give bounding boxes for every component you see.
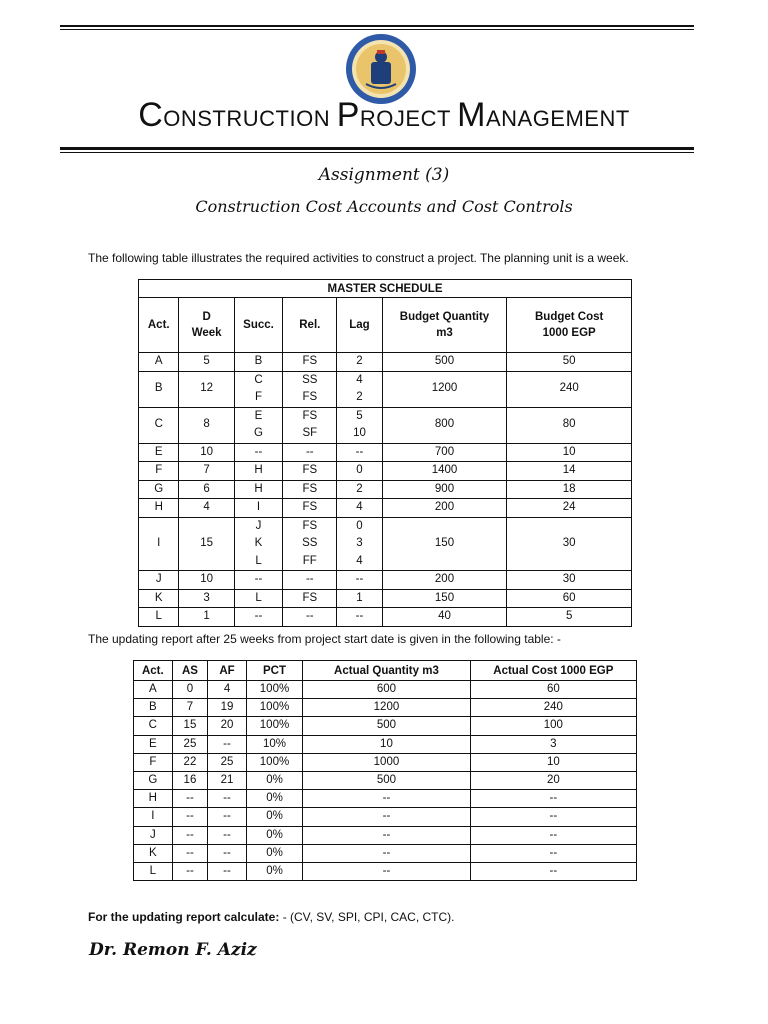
table-cell: 5 10 bbox=[337, 407, 382, 443]
page-title bbox=[0, 96, 768, 135]
table-cell: 7 bbox=[179, 462, 234, 481]
table-cell: FS SS FF bbox=[283, 517, 337, 571]
table-row bbox=[134, 681, 637, 699]
title-rest-2: ROJECT bbox=[359, 106, 451, 131]
table-cell: 5 bbox=[179, 353, 234, 372]
table-row bbox=[139, 353, 632, 372]
table-cell: 20 bbox=[470, 771, 636, 789]
table-row bbox=[134, 808, 637, 826]
update-header-cell: AF bbox=[208, 661, 247, 681]
table-cell: FS bbox=[283, 462, 337, 481]
table-cell: B bbox=[234, 353, 283, 372]
table-cell: -- bbox=[208, 808, 247, 826]
update-intro-paragraph: The updating report after 25 weeks from project start date is given in the following table: - bbox=[88, 632, 561, 646]
table-cell: 4 bbox=[179, 499, 234, 518]
table-cell: I bbox=[134, 808, 173, 826]
table-cell: FS SF bbox=[283, 407, 337, 443]
title-rule bbox=[60, 147, 694, 150]
title-cap-1: C bbox=[138, 96, 164, 134]
table-cell: 10 bbox=[303, 735, 470, 753]
update-header-cell: Actual Cost 1000 EGP bbox=[470, 661, 636, 681]
table-cell: G bbox=[134, 771, 173, 789]
table-cell: -- bbox=[172, 808, 208, 826]
table-cell: 24 bbox=[507, 499, 632, 518]
table-cell: 50 bbox=[507, 353, 632, 372]
table-cell: -- bbox=[337, 443, 382, 462]
table-cell: 700 bbox=[382, 443, 507, 462]
table-cell: 6 bbox=[179, 480, 234, 499]
table-cell: 30 bbox=[507, 517, 632, 571]
table-row bbox=[134, 844, 637, 862]
table-cell: 80 bbox=[507, 407, 632, 443]
table-cell: 150 bbox=[382, 517, 507, 571]
table-cell: 18 bbox=[507, 480, 632, 499]
table-cell: 0 bbox=[172, 681, 208, 699]
table-cell: 100 bbox=[470, 717, 636, 735]
table-row bbox=[139, 462, 632, 481]
table-cell: H bbox=[139, 499, 179, 518]
author-signature: Dr. Remon F. Aziz bbox=[89, 940, 257, 960]
table-cell: E bbox=[139, 443, 179, 462]
table-cell: 100% bbox=[246, 699, 302, 717]
table-cell: -- bbox=[172, 862, 208, 880]
university-logo bbox=[344, 32, 418, 106]
calc-text: - (CV, SV, SPI, CPI, CAC, CTC). bbox=[279, 910, 455, 924]
table-cell: 500 bbox=[303, 717, 470, 735]
table-cell: -- bbox=[303, 826, 470, 844]
table-cell: -- bbox=[234, 608, 283, 627]
table-cell: 0% bbox=[246, 826, 302, 844]
table-cell: 15 bbox=[179, 517, 234, 571]
table-cell: 19 bbox=[208, 699, 247, 717]
table-cell: 100% bbox=[246, 753, 302, 771]
table-cell: -- bbox=[208, 790, 247, 808]
table-cell: 900 bbox=[382, 480, 507, 499]
master-schedule-table bbox=[138, 279, 632, 627]
table-cell: FS bbox=[283, 480, 337, 499]
master-header-cell: Budget Quantity m3 bbox=[382, 298, 507, 353]
table-row bbox=[139, 517, 632, 571]
calculation-instruction bbox=[88, 910, 455, 924]
table-cell: C F bbox=[234, 371, 283, 407]
table-cell: 2 bbox=[337, 480, 382, 499]
master-header-cell: D Week bbox=[179, 298, 234, 353]
table-cell: 10% bbox=[246, 735, 302, 753]
update-header-cell: Act. bbox=[134, 661, 173, 681]
table-row bbox=[139, 608, 632, 627]
master-schedule-title: MASTER SCHEDULE bbox=[139, 280, 632, 298]
table-cell: 16 bbox=[172, 771, 208, 789]
table-cell: 1 bbox=[337, 589, 382, 608]
master-header-cell: Act. bbox=[139, 298, 179, 353]
table-row bbox=[139, 443, 632, 462]
table-cell: A bbox=[139, 353, 179, 372]
table-cell: -- bbox=[172, 844, 208, 862]
table-row bbox=[139, 571, 632, 590]
table-row bbox=[139, 499, 632, 518]
table-cell: -- bbox=[208, 844, 247, 862]
title-cap-3: M bbox=[457, 96, 486, 134]
table-cell: 100% bbox=[246, 681, 302, 699]
master-header-cell: Succ. bbox=[234, 298, 283, 353]
calc-label: For the updating report calculate: bbox=[88, 910, 280, 924]
table-cell: 500 bbox=[382, 353, 507, 372]
table-cell: 800 bbox=[382, 407, 507, 443]
table-row bbox=[139, 371, 632, 407]
table-cell: 40 bbox=[382, 608, 507, 627]
table-cell: F bbox=[139, 462, 179, 481]
table-cell: J K L bbox=[234, 517, 283, 571]
table-cell: A bbox=[134, 681, 173, 699]
table-cell: 30 bbox=[507, 571, 632, 590]
table-row bbox=[139, 589, 632, 608]
table-cell: -- bbox=[337, 571, 382, 590]
table-row bbox=[134, 771, 637, 789]
table-cell: K bbox=[139, 589, 179, 608]
table-cell: 60 bbox=[507, 589, 632, 608]
table-row bbox=[134, 735, 637, 753]
table-cell: 240 bbox=[470, 699, 636, 717]
table-cell: 15 bbox=[172, 717, 208, 735]
update-header-cell: AS bbox=[172, 661, 208, 681]
table-cell: I bbox=[234, 499, 283, 518]
title-cap-2: P bbox=[336, 96, 360, 134]
table-cell: 20 bbox=[208, 717, 247, 735]
table-cell: 60 bbox=[470, 681, 636, 699]
table-cell: B bbox=[139, 371, 179, 407]
table-cell: -- bbox=[470, 790, 636, 808]
master-header-cell: Lag bbox=[337, 298, 382, 353]
table-cell: L bbox=[139, 608, 179, 627]
table-cell: -- bbox=[234, 443, 283, 462]
table-cell: 25 bbox=[208, 753, 247, 771]
table-cell: J bbox=[139, 571, 179, 590]
table-row bbox=[134, 862, 637, 880]
table-cell: 150 bbox=[382, 589, 507, 608]
table-cell: 3 bbox=[470, 735, 636, 753]
table-row bbox=[134, 826, 637, 844]
table-cell: 4 bbox=[208, 681, 247, 699]
table-cell: F bbox=[134, 753, 173, 771]
table-cell: 200 bbox=[382, 571, 507, 590]
table-cell: -- bbox=[470, 826, 636, 844]
table-cell: -- bbox=[470, 808, 636, 826]
table-cell: 0% bbox=[246, 808, 302, 826]
table-cell: 14 bbox=[507, 462, 632, 481]
table-cell: -- bbox=[283, 608, 337, 627]
table-cell: 21 bbox=[208, 771, 247, 789]
table-cell: SS FS bbox=[283, 371, 337, 407]
table-cell: 200 bbox=[382, 499, 507, 518]
table-cell: 22 bbox=[172, 753, 208, 771]
table-cell: I bbox=[139, 517, 179, 571]
master-header-cell: Budget Cost 1000 EGP bbox=[507, 298, 632, 353]
master-header-cell: Rel. bbox=[283, 298, 337, 353]
intro-paragraph: The following table illustrates the required activities to construct a project. The planning unit is a week. bbox=[88, 251, 629, 265]
table-cell: 240 bbox=[507, 371, 632, 407]
table-cell: G bbox=[139, 480, 179, 499]
table-cell: E G bbox=[234, 407, 283, 443]
title-rule-thin bbox=[60, 152, 694, 153]
table-cell: FS bbox=[283, 589, 337, 608]
table-cell: FS bbox=[283, 499, 337, 518]
table-cell: 25 bbox=[172, 735, 208, 753]
table-cell: 10 bbox=[179, 571, 234, 590]
table-cell: C bbox=[134, 717, 173, 735]
title-rest-1: ONSTRUCTION bbox=[163, 106, 331, 131]
table-cell: 0% bbox=[246, 771, 302, 789]
table-cell: -- bbox=[470, 844, 636, 862]
table-cell: 4 2 bbox=[337, 371, 382, 407]
table-cell: -- bbox=[337, 608, 382, 627]
update-header-cell: PCT bbox=[246, 661, 302, 681]
table-cell: -- bbox=[303, 790, 470, 808]
table-row bbox=[134, 699, 637, 717]
table-cell: 8 bbox=[179, 407, 234, 443]
table-cell: 3 bbox=[179, 589, 234, 608]
table-cell: -- bbox=[208, 735, 247, 753]
title-rest-3: ANAGEMENT bbox=[485, 106, 630, 131]
table-cell: 100% bbox=[246, 717, 302, 735]
table-cell: 1400 bbox=[382, 462, 507, 481]
table-row bbox=[139, 407, 632, 443]
update-report-table bbox=[133, 660, 637, 881]
table-cell: E bbox=[134, 735, 173, 753]
table-cell: H bbox=[134, 790, 173, 808]
top-rule bbox=[60, 25, 694, 27]
table-cell: -- bbox=[172, 790, 208, 808]
table-cell: 0 bbox=[337, 462, 382, 481]
table-cell: 1000 bbox=[303, 753, 470, 771]
table-cell: 1200 bbox=[303, 699, 470, 717]
table-row bbox=[139, 480, 632, 499]
table-cell: -- bbox=[283, 443, 337, 462]
table-cell: -- bbox=[303, 862, 470, 880]
table-cell: 0 3 4 bbox=[337, 517, 382, 571]
table-cell: 7 bbox=[172, 699, 208, 717]
table-cell: -- bbox=[303, 808, 470, 826]
table-cell: B bbox=[134, 699, 173, 717]
table-cell: -- bbox=[283, 571, 337, 590]
table-cell: 5 bbox=[507, 608, 632, 627]
table-cell: 0% bbox=[246, 844, 302, 862]
table-cell: -- bbox=[234, 571, 283, 590]
top-rule-thin bbox=[60, 29, 694, 30]
table-row bbox=[134, 790, 637, 808]
table-cell: 500 bbox=[303, 771, 470, 789]
table-cell: 12 bbox=[179, 371, 234, 407]
table-cell: -- bbox=[172, 826, 208, 844]
table-cell: L bbox=[234, 589, 283, 608]
table-cell: 600 bbox=[303, 681, 470, 699]
table-cell: -- bbox=[303, 844, 470, 862]
table-cell: 1200 bbox=[382, 371, 507, 407]
table-cell: 10 bbox=[179, 443, 234, 462]
table-row bbox=[134, 717, 637, 735]
table-cell: 10 bbox=[507, 443, 632, 462]
table-cell: J bbox=[134, 826, 173, 844]
assignment-subtitle: Construction Cost Accounts and Cost Controls bbox=[195, 197, 573, 216]
table-cell: 0% bbox=[246, 862, 302, 880]
table-cell: 4 bbox=[337, 499, 382, 518]
table-cell: FS bbox=[283, 353, 337, 372]
table-cell: L bbox=[134, 862, 173, 880]
table-cell: 10 bbox=[470, 753, 636, 771]
table-cell: 2 bbox=[337, 353, 382, 372]
table-cell: K bbox=[134, 844, 173, 862]
table-cell: -- bbox=[470, 862, 636, 880]
table-cell: -- bbox=[208, 826, 247, 844]
table-cell: 0% bbox=[246, 790, 302, 808]
table-cell: H bbox=[234, 480, 283, 499]
table-cell: H bbox=[234, 462, 283, 481]
update-header-cell: Actual Quantity m3 bbox=[303, 661, 470, 681]
table-cell: 1 bbox=[179, 608, 234, 627]
table-cell: C bbox=[139, 407, 179, 443]
table-row bbox=[134, 753, 637, 771]
table-cell: -- bbox=[208, 862, 247, 880]
assignment-title: Assignment (3) bbox=[318, 165, 450, 185]
